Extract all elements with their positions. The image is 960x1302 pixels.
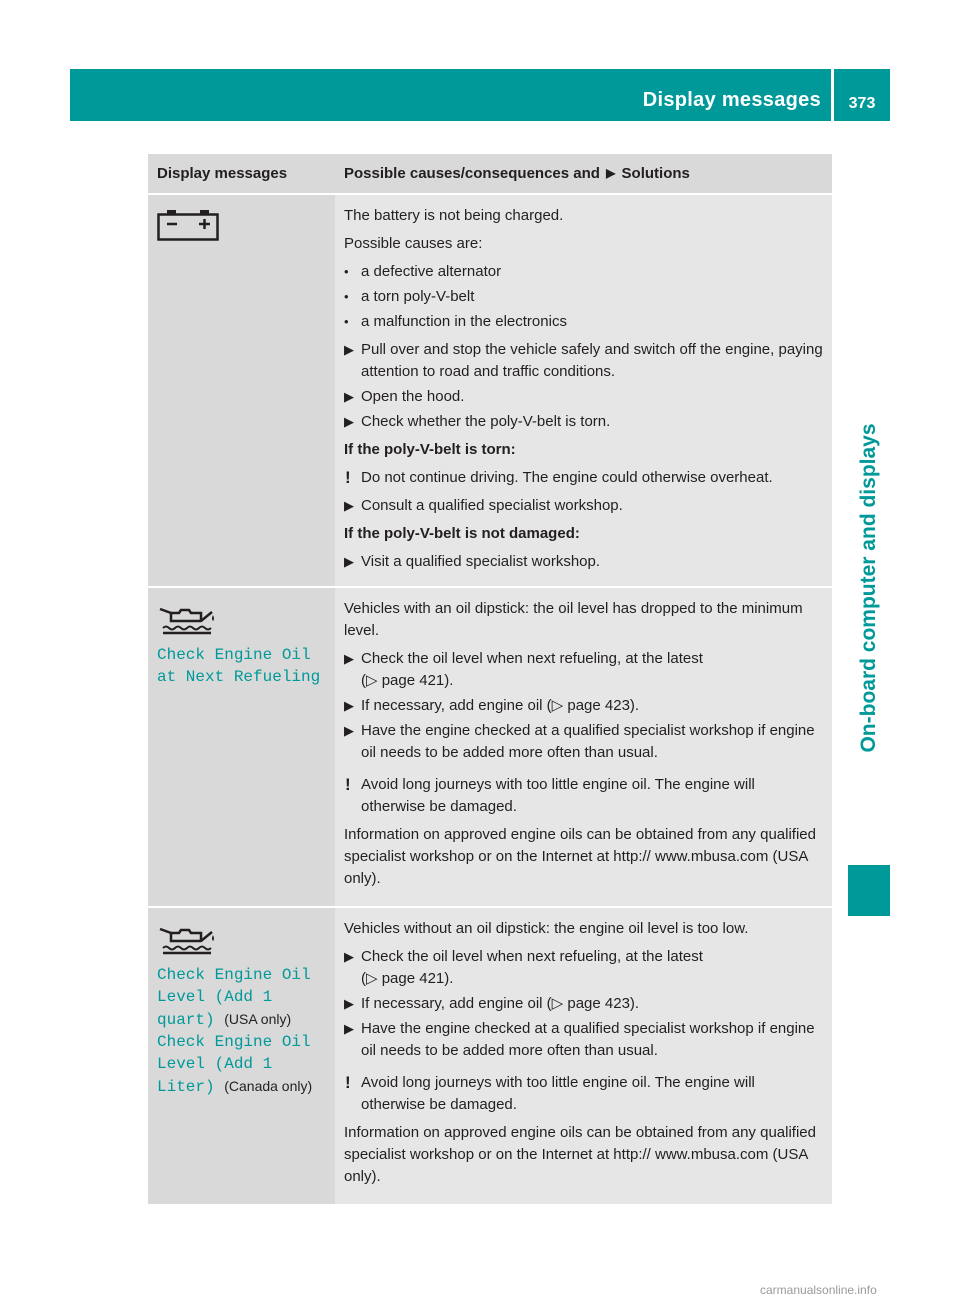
chapter-sidebar	[848, 128, 890, 1188]
column-header-display-messages: Display messages	[148, 154, 335, 194]
step-item: ▶ Consult a qualified specialist workshop.	[344, 495, 823, 517]
step-item: ▶ Visit a qualified specialist workshop.	[344, 551, 823, 573]
warning-icon: !	[345, 468, 351, 487]
chapter-label: On-board computer and displays	[857, 423, 880, 753]
display-message-cell	[148, 194, 335, 587]
solution-cell	[335, 194, 832, 587]
step-item: ▶ If necessary, add engine oil (▷ page 423).	[344, 993, 823, 1015]
display-message-text: quart) (USA only)	[157, 1011, 292, 1029]
column-header-causes: Possible causes/consequences and	[344, 165, 600, 182]
display-messages-table	[148, 154, 832, 1206]
step-arrow-icon: ▶	[344, 996, 354, 1011]
cause-intro: Possible causes are:	[344, 235, 483, 252]
display-message-cell	[148, 587, 335, 907]
step-arrow-icon: ▶	[606, 166, 616, 180]
step-item: ▶ Pull over and stop the vehicle safely and switch off the engine, paying attention to road and traffic conditions.	[344, 341, 823, 380]
display-message-text: Level (Add 1	[157, 988, 273, 1006]
condition-heading: If the poly-V-belt is torn:	[344, 441, 516, 458]
step-arrow-icon: ▶	[344, 949, 354, 964]
region-note: (USA only)	[224, 1011, 292, 1027]
step-arrow-icon: ▶	[344, 651, 354, 666]
step-item: ▶ Check the oil level when next refueling, at the latest (▷ page 421).	[344, 650, 703, 689]
solution-cell	[335, 587, 832, 907]
page-number-box	[834, 69, 890, 121]
header-title: Display messages	[642, 89, 821, 111]
list-item: • a torn poly-V-belt	[344, 286, 823, 308]
step-arrow-icon: ▶	[344, 1021, 354, 1036]
display-message-cell	[148, 907, 335, 1205]
step-item: ▶ Check whether the poly-V-belt is torn.	[344, 411, 823, 433]
page-number: 373	[848, 95, 876, 112]
warning-item: ! Avoid long journeys with too little engine oil. The engine will otherwise be damaged.	[345, 1073, 755, 1113]
column-header-solutions	[335, 154, 832, 194]
step-item: ▶ Have the engine checked at a qualified specialist workshop if engine oil needs to be added more often than usual.	[344, 1020, 815, 1059]
header-bar	[70, 69, 831, 121]
step-arrow-icon: ▶	[344, 723, 354, 738]
table-row	[148, 907, 832, 1205]
info-text: Information on approved engine oils can be obtained from any qualified specialist workshop or on the Internet at http:// www.mbusa.com (USA only).	[344, 1124, 816, 1185]
cause-text: Vehicles with an oil dipstick: the oil level has dropped to the minimum level.	[344, 600, 803, 639]
oil-can-icon	[157, 922, 219, 956]
cause-text: Vehicles without an oil dipstick: the engine oil level is too low.	[344, 920, 749, 937]
info-text: Information on approved engine oils can be obtained from any qualified specialist workshop or on the Internet at http:// www.mbusa.com (USA only).	[344, 826, 816, 887]
table-header-row	[148, 154, 832, 194]
condition-heading: If the poly-V-belt is not damaged:	[344, 525, 580, 542]
step-arrow-icon: ▶	[344, 498, 354, 513]
table-row	[148, 587, 832, 907]
step-arrow-icon: ▶	[344, 414, 354, 429]
step-item: ▶ If necessary, add engine oil (▷ page 423).	[344, 695, 823, 717]
cause-text: The battery is not being charged.	[344, 207, 564, 224]
column-header-solutions-label: Solutions	[621, 165, 690, 182]
display-message-text: Check Engine Oil	[157, 1033, 311, 1051]
display-message-text: Check Engine Oil	[157, 646, 311, 664]
step-item: ▶ Have the engine checked at a qualified specialist workshop if engine oil needs to be added more often than usual.	[344, 722, 815, 761]
step-arrow-icon: ▶	[344, 389, 354, 404]
chapter-marker	[848, 865, 890, 916]
step-arrow-icon: ▶	[344, 698, 354, 713]
warning-icon: !	[345, 1073, 351, 1092]
step-arrow-icon: ▶	[344, 342, 354, 357]
watermark: carmanualsonline.info	[760, 1283, 877, 1297]
solution-cell	[335, 907, 832, 1205]
display-message-text: Check Engine Oil	[157, 966, 311, 984]
table-row	[148, 194, 832, 587]
list-item: • a defective alternator	[344, 261, 823, 283]
warning-icon: !	[345, 775, 351, 794]
bullet-icon: •	[344, 289, 349, 304]
region-note: (Canada only)	[224, 1078, 313, 1094]
display-message-text: at Next Refueling	[157, 668, 321, 686]
step-item: ▶ Check the oil level when next refueling, at the latest (▷ page 421).	[344, 948, 703, 987]
display-message-text: Level (Add 1	[157, 1055, 273, 1073]
step-arrow-icon: ▶	[344, 554, 354, 569]
bullet-icon: •	[344, 314, 349, 329]
oil-can-icon	[157, 602, 219, 636]
battery-icon	[157, 209, 219, 241]
step-item: ▶ Open the hood.	[344, 386, 823, 408]
list-item: • a malfunction in the electronics	[344, 311, 823, 333]
warning-item: ! Avoid long journeys with too little engine oil. The engine will otherwise be damaged.	[345, 775, 755, 815]
bullet-icon: •	[344, 264, 349, 279]
warning-item: ! Do not continue driving. The engine could otherwise overheat.	[345, 468, 773, 487]
display-message-text: Liter) (Canada only)	[157, 1078, 313, 1096]
